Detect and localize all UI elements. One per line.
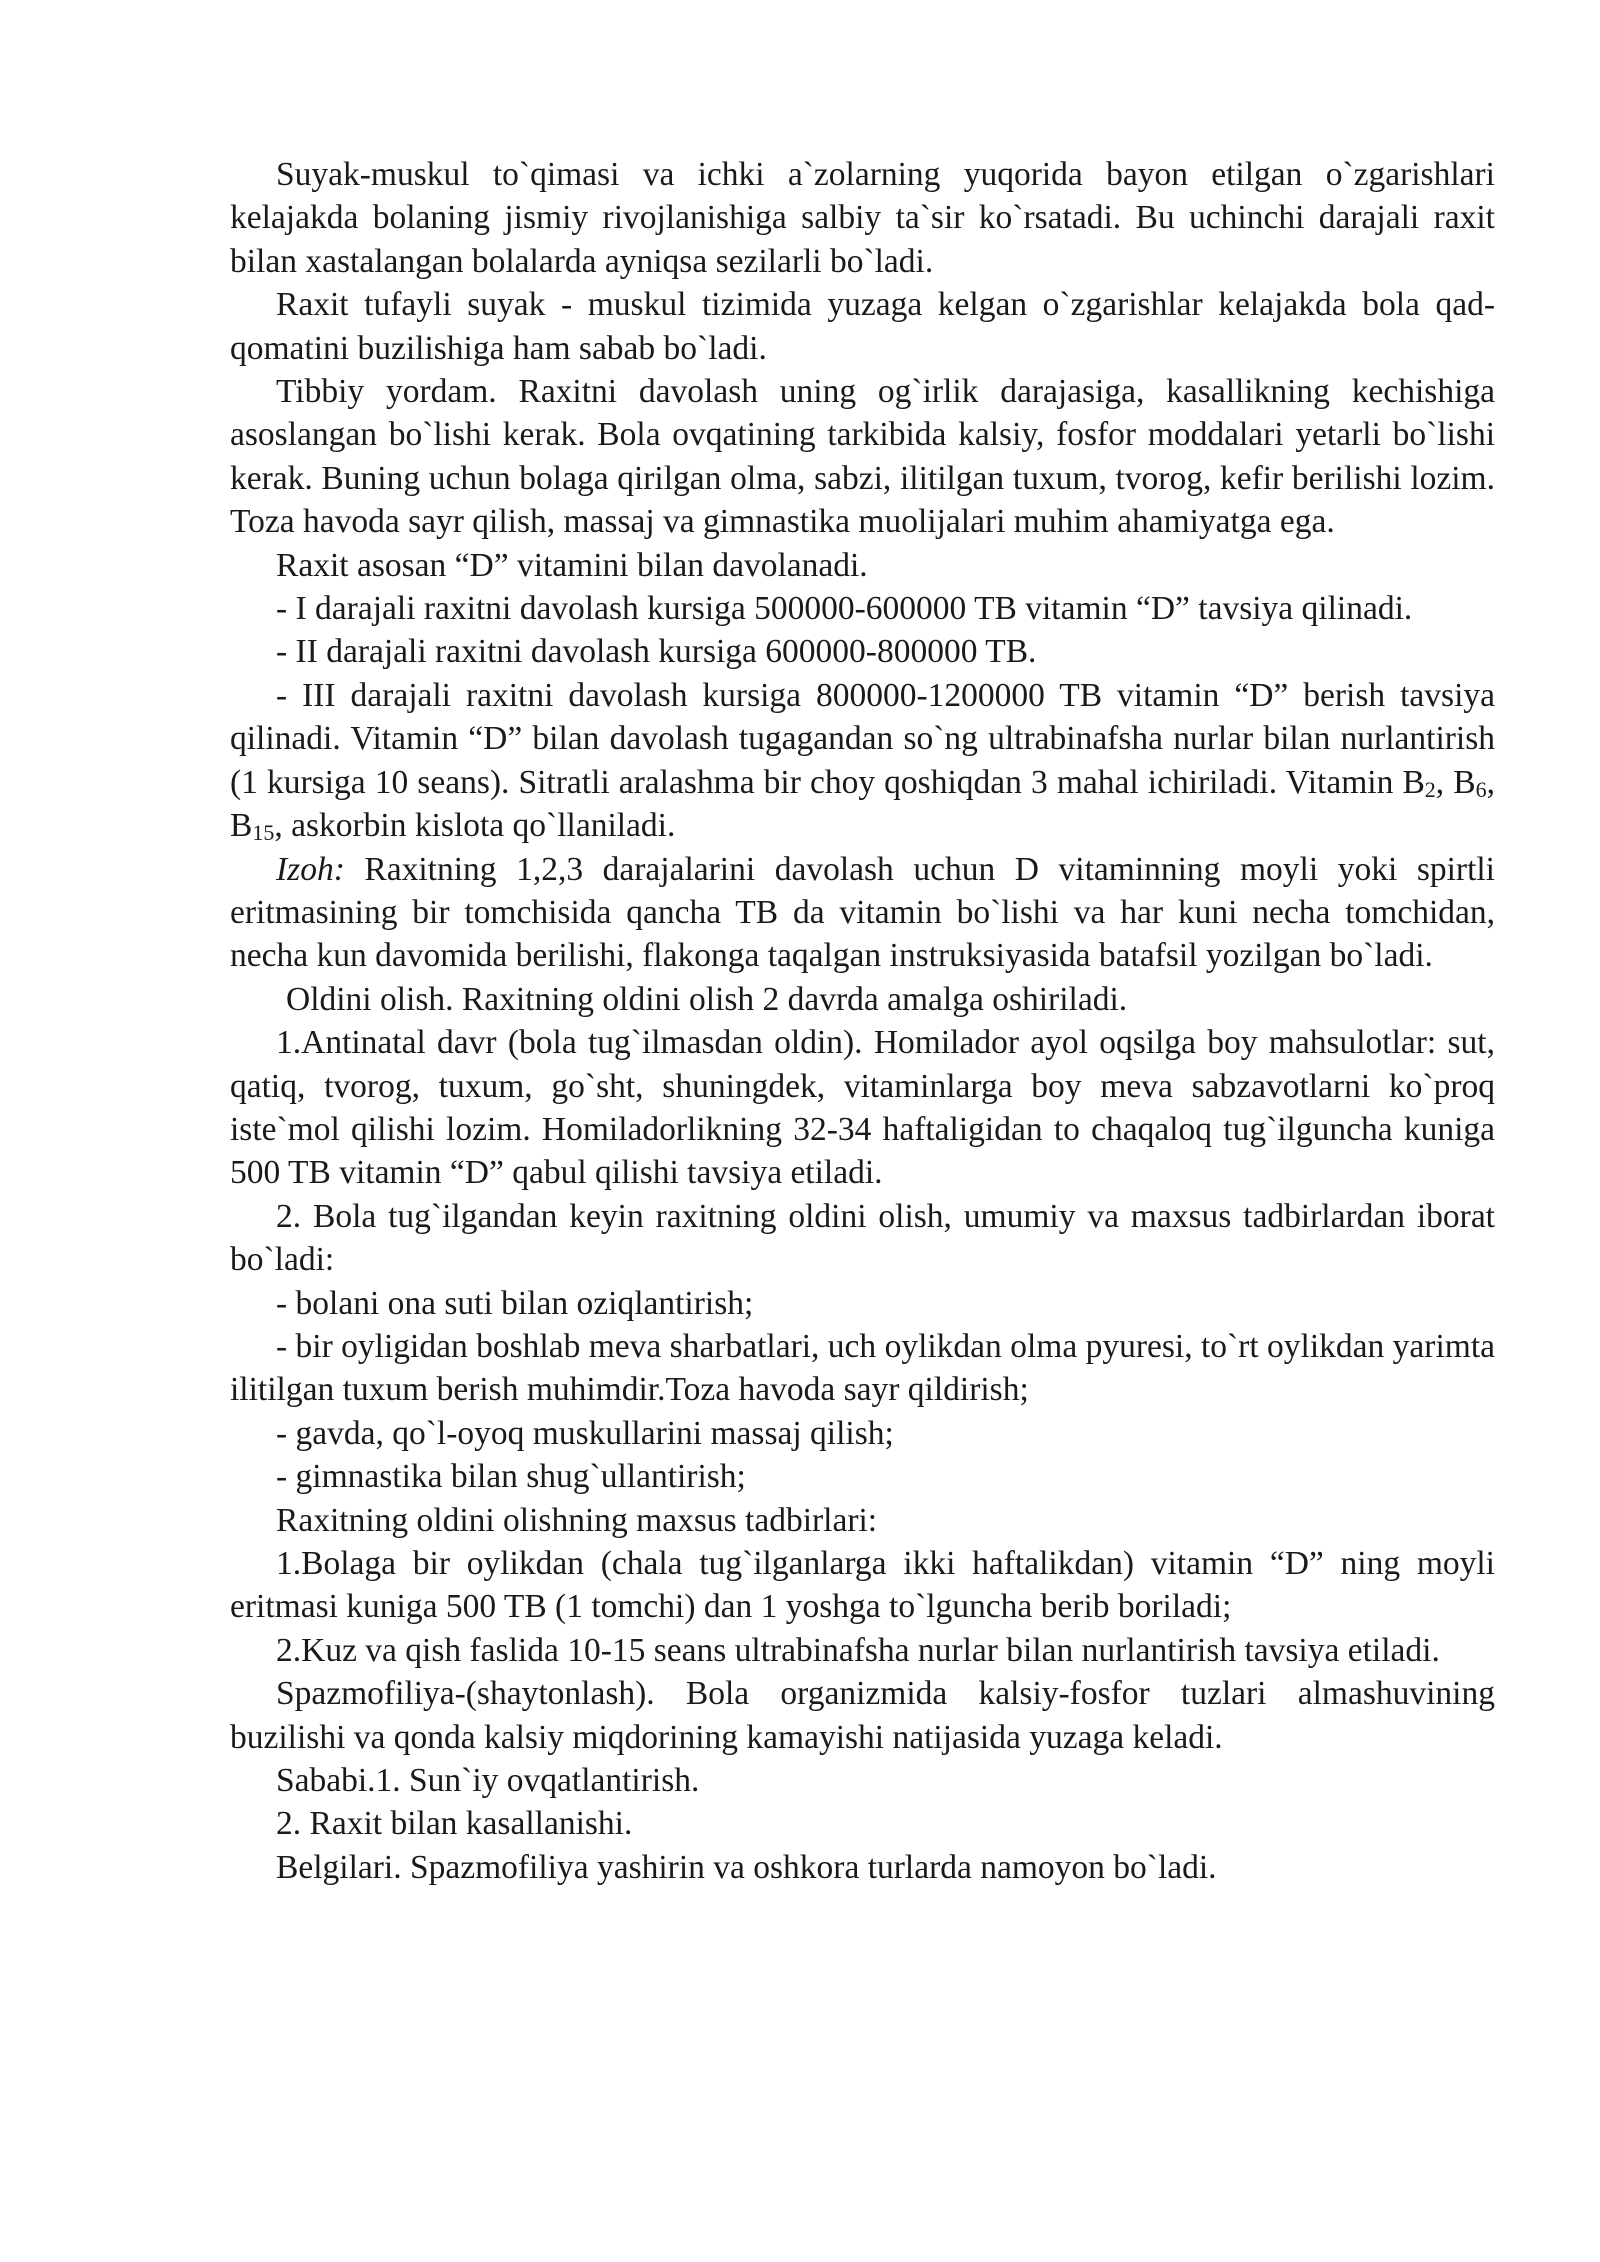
list-item-juices: - bir oyligidan boshlab meva sharbatlari, uch oylikdan olma pyuresi, to`rt oylikdan yarimta ilitilgan tuxum berish muhimdir.Toza havoda sayr qildirish;: [230, 1327, 1495, 1409]
paragraph-cause-2: 2. Raxit bilan kasallanishi.: [276, 1805, 633, 1843]
document-page: [230, 153, 1495, 1889]
paragraph-tissue-changes: Suyak-muskul to`qimasi va ichki a`zolarning yuqorida bayon etilgan o`zgarishlari kelajakda bolaning jismiy rivojlanishiga salbiy ta`sir ko`rsatadi. Bu uchinchi darajali raxit bilan xastalangan bolalarda ayniqsa sezilarli bo`ladi.: [230, 156, 1495, 280]
vitamin-b15-subscript: 15: [252, 820, 275, 846]
paragraph-vitamin-d-treatment: Raxit asosan “D” vitamini bilan davolanadi.: [276, 546, 868, 584]
list-item-uv-sessions: 2.Kuz va qish faslida 10-15 seans ultrabinafsha nurlar bilan nurlantirish tavsiya etiladi.: [276, 1631, 1440, 1669]
note-label: Izoh:: [276, 850, 345, 888]
separator-2: , B: [230, 763, 1495, 845]
paragraph-note: [230, 848, 1495, 978]
list-item-massage: - gavda, qo`l-oyoq muskullarini massaj qilish;: [276, 1414, 894, 1452]
paragraph-degree-1: - I darajali raxitni davolash kursiga 500000-600000 TB vitamin “D” tavsiya qilinadi.: [276, 590, 1413, 628]
paragraph-prevention: Oldini olish. Raxitning oldini olish 2 davrda amalga oshiriladi.: [286, 980, 1128, 1018]
note-text: Raxitning 1,2,3 darajalarini davolash uchun D vitaminning moyli yoki spirtli eritmasining bir tomchisida qancha TB da vitamin bo`lishi va har kuni necha tomchidan, necha kun davomida berilishi, flakonga taqalgan instruksiyasida batafsil yozilgan bo`ladi.: [230, 850, 1495, 975]
list-item-gymnastics: - gimnastika bilan shug`ullantirish;: [276, 1458, 746, 1496]
paragraph-degree-3: [230, 674, 1495, 848]
paragraph-cause-1: Sababi.1. Sun`iy ovqatlantirish.: [276, 1762, 700, 1800]
degree-3-text-end: , askorbin kislota qo`llaniladi.: [274, 807, 676, 845]
separator-1: , B: [1435, 763, 1476, 801]
vitamin-b2-subscript: 2: [1424, 776, 1436, 802]
vitamin-b6-subscript: 6: [1475, 776, 1487, 802]
paragraph-posture: Raxit tufayli suyak - muskul tizimida yuzaga kelgan o`zgarishlar kelajakda bola qad-qomatini buzilishiga ham sabab bo`ladi.: [230, 286, 1495, 367]
paragraph-medical-help: Tibbiy yordam. Raxitni davolash uning og`irlik darajasiga, kasallikning kechishiga asoslangan bo`lishi kerak. Bola ovqatining tarkibida kalsiy, fosfor moddalari yetarli bo`lishi kerak. Buning uchun bolaga qirilgan olma, sabzi, ilitilgan tuxum, tvorog, kefir berilishi lozim. Toza havoda sayr qilish, massaj va gimnastika muolijalari muhim ahamiyatga ega.: [230, 373, 1495, 541]
paragraph-postnatal: 2. Bola tug`ilgandan keyin raxitning oldini olish, umumiy va maxsus tadbirlardan iborat bo`ladi:: [230, 1197, 1495, 1279]
paragraph-antenatal: 1.Antinatal davr (bola tug`ilmasdan oldin). Homilador ayol oqsilga boy mahsulotlar: sut, qatiq, tvorog, tuxum, go`sht, shuningdek, vitaminlarga boy meva sabzavotlarni ko`proq iste`mol qilishi lozim. Homiladorlikning 32-34 haftaligidan to chaqaloq tug`ilguncha kuniga 500 TB vitamin “D” qabul qilishi tavsiya etiladi.: [230, 1024, 1495, 1192]
list-item-breastfeeding: - bolani ona suti bilan oziqlantirish;: [276, 1284, 754, 1322]
paragraph-degree-2: - II darajali raxitni davolash kursiga 600000-800000 TB.: [276, 633, 1037, 671]
degree-3-text-start: - III darajali raxitni davolash kursiga 800000-1200000 TB vitamin “D” berish tavsiya qilinadi. Vitamin “D” bilan davolash tugagandan so`ng ultrabinafsha nurlar bilan nurlantirish (1 kursiga 10 seans). Sitratli aralashma bir choy qoshiqdan 3 mahal ichiriladi. Vitamin B: [230, 676, 1495, 801]
paragraph-special-measures: Raxitning oldini olishning maxsus tadbirlari:: [276, 1501, 878, 1539]
list-item-vitamin-d-dose: 1.Bolaga bir oylikdan (chala tug`ilganlarga ikki haftalikdan) vitamin “D” ning moyli eritmasi kuniga 500 TB (1 tomchi) dan 1 yoshga to`lguncha berib boriladi;: [230, 1545, 1495, 1626]
paragraph-spasmophilia: Spazmofiliya-(shaytonlash). Bola organizmida kalsiy-fosfor tuzlari almashuvining buzilishi va qonda kalsiy miqdorining kamayishi natijasida yuzaga keladi.: [230, 1675, 1495, 1756]
paragraph-symptoms: Belgilari. Spazmofiliya yashirin va oshkora turlarda namoyon bo`ladi.: [276, 1848, 1217, 1886]
